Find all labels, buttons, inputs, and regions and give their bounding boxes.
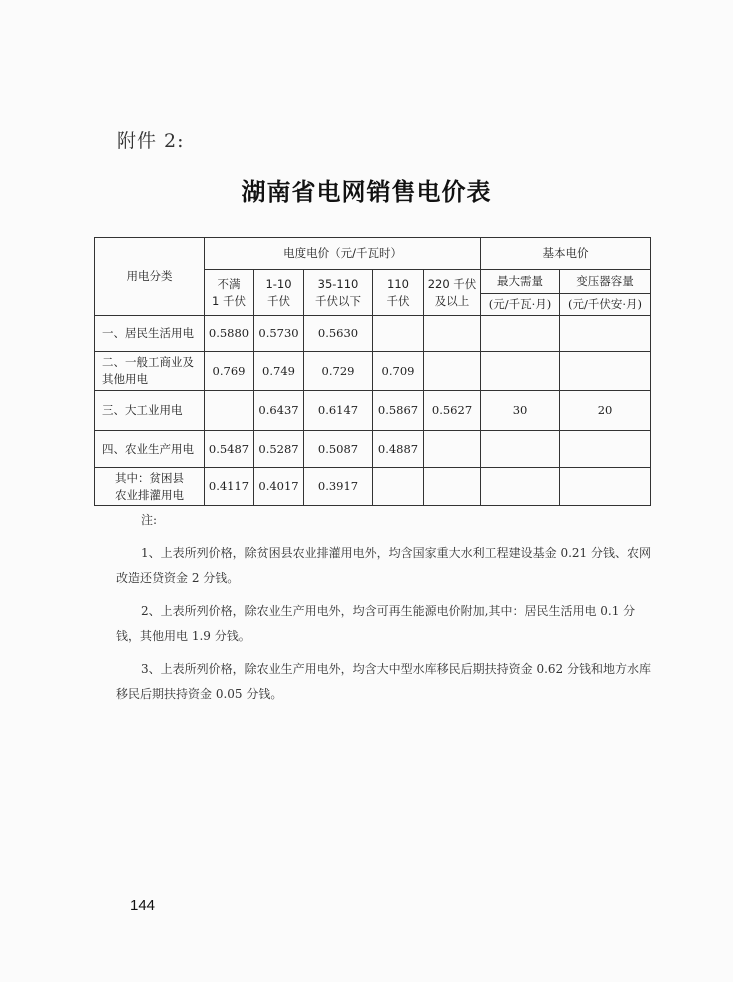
- row-label: 其中：贫困县 农业排灌用电: [95, 468, 205, 506]
- table-cell: [481, 431, 560, 468]
- table-cell: 0.5630: [304, 316, 373, 352]
- table-cell: [560, 468, 651, 506]
- header-voltage-col: 不满 1 千伏: [205, 270, 254, 316]
- header-transformer-capacity: 变压器容量: [560, 270, 651, 294]
- header-voltage-col: 35-110 千伏以下: [304, 270, 373, 316]
- table-cell: 0.5730: [254, 316, 304, 352]
- table-cell: [424, 316, 481, 352]
- row-label: 三、大工业用电: [95, 391, 205, 431]
- page-number: 144: [130, 897, 156, 914]
- table-cell: 0.5627: [424, 391, 481, 431]
- table-row: [95, 352, 651, 391]
- header-max-demand-unit: (元/千瓦·月): [481, 294, 560, 316]
- table-cell: [424, 431, 481, 468]
- table-cell: [560, 431, 651, 468]
- table-cell: [481, 316, 560, 352]
- header-transformer-unit: (元/千伏安·月): [560, 294, 651, 316]
- table-cell: [205, 391, 254, 431]
- table-row: [95, 316, 651, 352]
- table-cell: [373, 468, 424, 506]
- row-label: 二、一般工商业及 其他用电: [95, 352, 205, 391]
- table-cell: 0.3917: [304, 468, 373, 506]
- table-row: [95, 468, 651, 506]
- table-cell: [373, 316, 424, 352]
- table-cell: 0.4117: [205, 468, 254, 506]
- table-cell: 0.5087: [304, 431, 373, 468]
- header-voltage-col: 110 千伏: [373, 270, 424, 316]
- table-cell: 0.4017: [254, 468, 304, 506]
- table-cell: 0.5867: [373, 391, 424, 431]
- table-cell: 0.6437: [254, 391, 304, 431]
- table-cell: 0.729: [304, 352, 373, 391]
- table-cell: 0.749: [254, 352, 304, 391]
- table-cell: [424, 468, 481, 506]
- table-cell: 30: [481, 391, 560, 431]
- header-max-demand: 最大需量: [481, 270, 560, 294]
- attachment-label: 附件 2:: [117, 130, 185, 152]
- document-title: 湖南省电网销售电价表: [241, 178, 492, 206]
- table-cell: 0.709: [373, 352, 424, 391]
- notes-section: [116, 508, 656, 715]
- table-cell: 0.6147: [304, 391, 373, 431]
- row-label: 四、农业生产用电: [95, 431, 205, 468]
- table-cell: [481, 352, 560, 391]
- header-basic-price: 基本电价: [481, 238, 651, 270]
- note-item: 1、上表所列价格，除贫困县农业排灌用电外，均含国家重大水利工程建设基金 0.21 分钱、农网改造还贷资金 2 分钱。: [116, 546, 651, 585]
- table-cell: 0.5487: [205, 431, 254, 468]
- note-item: 3、上表所列价格，除农业生产用电外，均含大中型水库移民后期扶持资金 0.62 分钱和地方水库移民后期扶持资金 0.05 分钱。: [116, 662, 651, 701]
- note-item: 2、上表所列价格，除农业生产用电外，均含可再生能源电价附加,其中：居民生活用电 0.1 分钱，其他用电 1.9 分钱。: [116, 604, 636, 643]
- table-row: [95, 391, 651, 431]
- table-cell: 0.769: [205, 352, 254, 391]
- table-cell: 0.5287: [254, 431, 304, 468]
- header-category: 用电分类: [95, 238, 205, 316]
- row-label: 一、居民生活用电: [95, 316, 205, 352]
- table-cell: [560, 316, 651, 352]
- table-cell: [560, 352, 651, 391]
- table-cell: [481, 468, 560, 506]
- notes-heading: 注:: [141, 513, 158, 527]
- electricity-price-table: [94, 237, 651, 506]
- header-energy-price: 电度电价（元/千瓦时）: [205, 238, 481, 270]
- header-voltage-col: 1-10 千伏: [254, 270, 304, 316]
- table-row: [95, 431, 651, 468]
- table-cell: 0.5880: [205, 316, 254, 352]
- header-voltage-col: 220 千伏 及以上: [424, 270, 481, 316]
- table-cell: 0.4887: [373, 431, 424, 468]
- table-cell: 20: [560, 391, 651, 431]
- header-row-1: [95, 238, 651, 270]
- table-cell: [424, 352, 481, 391]
